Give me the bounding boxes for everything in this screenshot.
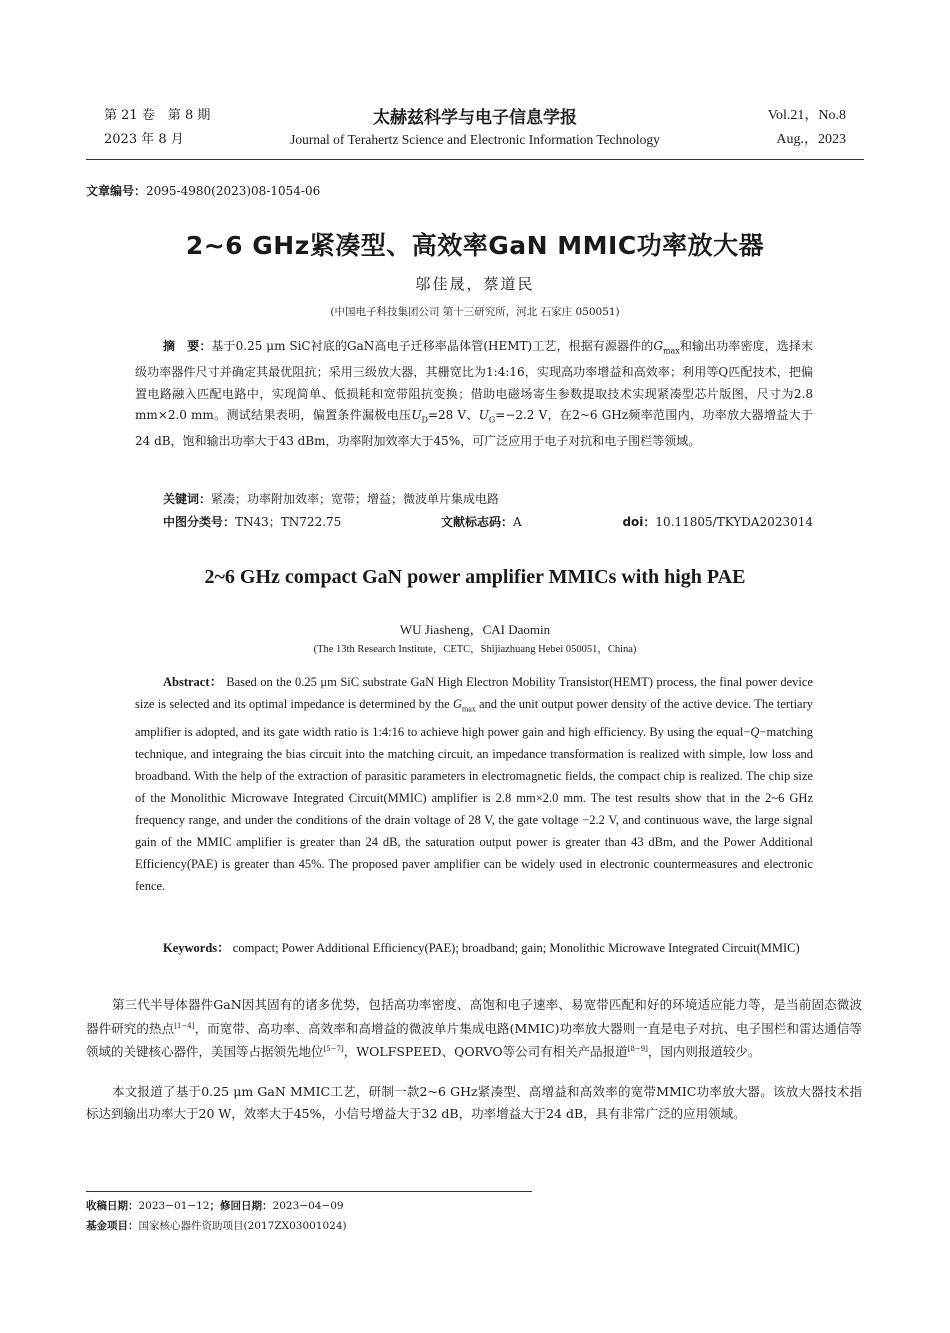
journal-title-en: Journal of Terahertz Science and Electronic Information Technology bbox=[290, 132, 660, 147]
revised-label: ；修回日期： bbox=[209, 1200, 273, 1212]
title-en: 2~6 GHz compact GaN power amplifier MMICs with high PAE bbox=[204, 566, 746, 588]
abstract-cn bbox=[135, 336, 813, 453]
fund-label: 基金项目： bbox=[86, 1220, 139, 1232]
volume-issue-en: Vol.21，No.8 bbox=[767, 108, 846, 123]
ud-symbol: U bbox=[411, 408, 422, 423]
keywords-en bbox=[135, 937, 813, 959]
gmax-symbol: G bbox=[452, 697, 462, 711]
body-text: 第三代半导体器件GaN因其固有的诸多优势，包括高功率密度、高饱和电子速率、易宽带匹配和好的环境适应能力等，是当前固态微波器件研究的热点 bbox=[86, 997, 862, 1036]
clc-value: TN43；TN722.75 bbox=[235, 515, 342, 529]
revised-value: 2023−04−09 bbox=[272, 1200, 344, 1212]
body-paragraph-1 bbox=[86, 994, 862, 1063]
citation: [5−7] bbox=[323, 1045, 344, 1054]
abstract-en bbox=[135, 671, 813, 897]
q-symbol: Q bbox=[750, 724, 760, 739]
ug-symbol: U bbox=[478, 408, 489, 423]
doi bbox=[622, 513, 813, 530]
fund-project bbox=[86, 1216, 347, 1236]
keywords-cn-text: 紧凑；功率附加效率；宽带；增益；微波单片集成电路 bbox=[211, 492, 500, 506]
received-label: 收稿日期： bbox=[86, 1200, 139, 1212]
ud-subscript: D bbox=[421, 415, 428, 425]
authors-en: WU Jiasheng，CAI Daomin bbox=[399, 622, 551, 637]
affiliation-cn: (中国电子科技集团公司 第十三研究所，河北 石家庄 050051) bbox=[330, 306, 620, 318]
doi-label: doi： bbox=[622, 515, 656, 529]
keywords-cn bbox=[163, 490, 499, 507]
article-id bbox=[86, 182, 320, 199]
fund-value: 国家核心器件资助项目(2017ZX03001024) bbox=[138, 1220, 347, 1232]
citation: [8−9] bbox=[627, 1045, 648, 1054]
date-cn: 2023 年 8 月 bbox=[104, 132, 184, 147]
keywords-en-text: compact; Power Additional Efficiency(PAE); broadband; gain; Monolithic Microwave Integrated Circuit(MMIC) bbox=[232, 941, 800, 955]
affiliation-en: (The 13th Research Institute，CETC，Shijiazhuang Hebei 050051，China) bbox=[313, 644, 637, 655]
keywords-cn-label: 关键词： bbox=[163, 492, 212, 506]
body-paragraph-2: 本文报道了基于0.25 μm GaN MMIC工艺，研制一款2~6 GHz紧凑型、高增益和高效率的宽带MMIC功率放大器。该放大器技术指标达到输出功率大于20 W，效率大于45%，小信号增益大于32 dB，功率增益大于24 dB，具有非常广泛的应用领域。 bbox=[86, 1084, 862, 1121]
citation: [1−4] bbox=[174, 1021, 195, 1030]
footnote-rule bbox=[86, 1191, 532, 1192]
abstract-en-text: Based on the 0.25 μm SiC substrate GaN High Electron Mobility Transistor(HEMT) process, the final power device size is selected and its optimal impedance is determined by the bbox=[135, 675, 814, 711]
abstract-cn-text: =−2.2 V，在2~6 GHz频率范围内，功率放大器增益大于24 dB，饱和输出功率大于43 dBm，功率附加效率大于45%，可广泛应用于电子对抗和电子围栏等领域。 bbox=[135, 408, 813, 449]
doc-code-value: A bbox=[513, 515, 522, 529]
abstract-cn-label: 摘 要： bbox=[163, 339, 212, 353]
abstract-cn-text: 和输出功率密度，选择末级功率器件尺寸并确定其最优阻抗；采用三级放大器，其栅宽比为1:4:16，实现高功率增益和高效率；利用等Q匹配技术，把偏置电路融入匹配电路中，实现简单、低损耗和宽带阻抗变换；借助电磁场寄生参数提取技术实现紧凑型芯片版图，尺寸为2.8 mm×2.0 mm。测试结果表明，偏置条件漏极电压 bbox=[135, 339, 813, 423]
abstract-en-text: and the unit output power density of the active device. The tertiary amplifier is adopted, and its gate width ratio is 1:4:16 to achieve high power gain and high efficiency. By using the equal− bbox=[135, 697, 814, 739]
keywords-en-label: Keywords： bbox=[163, 941, 230, 955]
clc-number bbox=[163, 513, 341, 530]
document-code bbox=[441, 513, 522, 530]
article-id-label: 文章编号： bbox=[86, 184, 147, 198]
ug-subscript: G bbox=[488, 415, 496, 425]
volume-issue-cn: 第 21 卷 第 8 期 bbox=[104, 108, 211, 123]
gmax-subscript: max bbox=[662, 346, 680, 356]
gmax-subscript: max bbox=[461, 704, 476, 714]
body-text: ，国内则报道较少。 bbox=[647, 1044, 761, 1060]
clc-label: 中图分类号： bbox=[163, 515, 236, 529]
abstract-cn-text: =28 V、 bbox=[427, 408, 479, 423]
gmax-symbol: G bbox=[653, 339, 663, 353]
abstract-cn-text: 基于0.25 μm SiC衬底的GaN高电子迁移率晶体管(HEMT)工艺，根据有源器件的 bbox=[211, 339, 654, 353]
journal-title-cn: 太赫兹科学与电子信息学报 bbox=[373, 108, 577, 128]
authors-cn: 邬佳晟，蔡道民 bbox=[415, 275, 535, 293]
abstract-en-label: Abstract： bbox=[163, 675, 223, 689]
received-value: 2023−01−12 bbox=[138, 1200, 210, 1212]
abstract-en-text: −matching technique, and integraing the bias circuit into the matching circuit, an impedance transformation is realized with simple, low loss and broadband. With the help of the extraction of parasitic parameters in electromagnetic fields, the compact chip is realized. The chip size of the Monolithic Microwave Integrated Circuit(MMIC) amplifier is 2.8 mm×2.0 mm. The test results show that in the 2~6 GHz frequency range, and under the conditions of the drain voltage of 28 V, the gate voltage −2.2 V, and continuous wave, the large signal gain of the MMIC amplifier is greater than 24 dB, the saturation output power is greater than 43 dBm, and the Power Additional Efficiency(PAE) is greater than 45%. The proposed paver amplifier can be widely used in electronic countermeasures and electronic fence. bbox=[135, 724, 813, 893]
header-rule bbox=[86, 159, 864, 160]
doc-code-label: 文献标志码： bbox=[441, 515, 514, 529]
doi-value: 10.11805/TKYDA2023014 bbox=[655, 515, 813, 529]
received-dates bbox=[86, 1196, 344, 1216]
body-text: ，而宽带、高功率、高效率和高增益的微波单片集成电路(MMIC)功率放大器则一直是电子对抗、电子围栏和雷达通信等领域的关键核心器件，美国等占据领先地位 bbox=[86, 1020, 862, 1060]
title-cn: 2~6 GHz紧凑型、高效率GaN MMIC功率放大器 bbox=[185, 231, 765, 260]
body-text: ，WOLFSPEED、QORVO等公司有相关产品报道 bbox=[343, 1044, 628, 1060]
article-id-value: 2095-4980(2023)08-1054-06 bbox=[146, 184, 321, 198]
date-en: Aug.，2023 bbox=[776, 132, 846, 147]
